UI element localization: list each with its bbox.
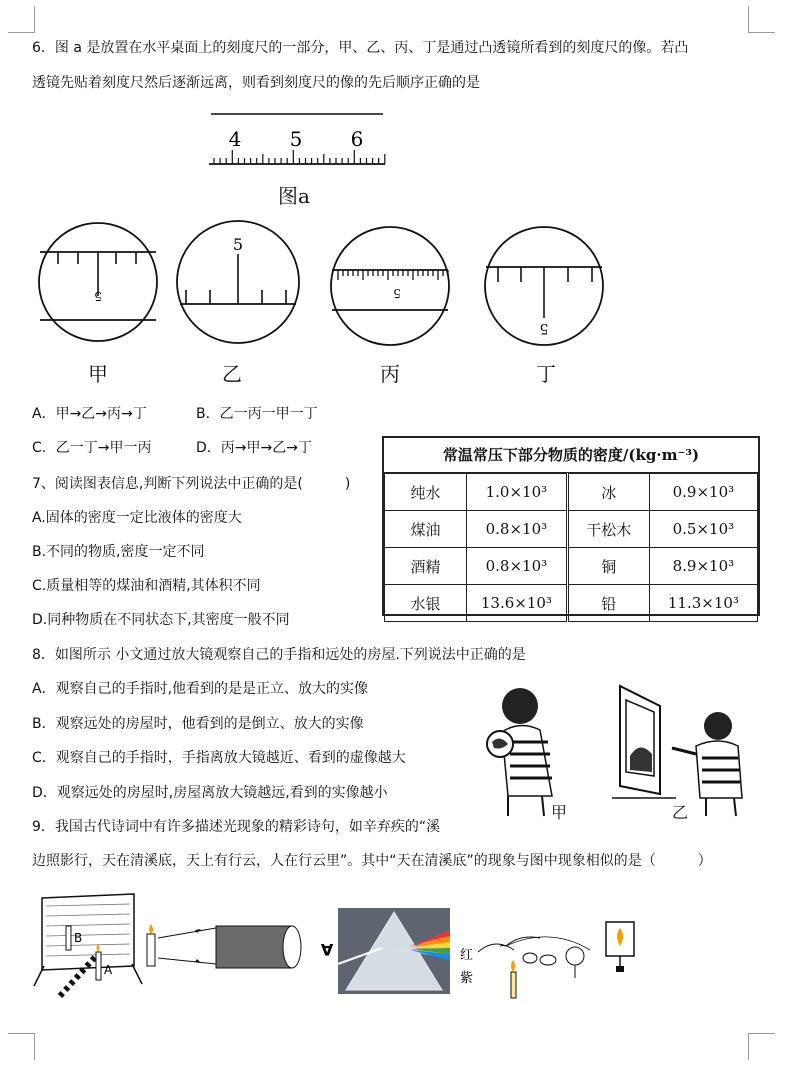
density-table-cell: 煤油 <box>385 511 467 548</box>
circle-label-bing: 丙 <box>380 362 400 386</box>
density-table-row <box>385 511 758 548</box>
corner-mark-bottom-right <box>748 1033 775 1060</box>
ruler-label-5: 5 <box>289 127 303 151</box>
corner-mark-top-right <box>748 6 775 33</box>
svg-text:5: 5 <box>232 235 244 254</box>
density-table-cell: 冰 <box>567 474 649 511</box>
density-table-cell: 13.6×10³ <box>467 585 568 622</box>
q7-option-c: C.质量相等的煤油和酒精,其体积不同 <box>32 578 261 594</box>
q8-option-a: A．观察自己的手指时,他看到的是是正立、放大的实像 <box>32 681 369 697</box>
density-table-cell: 0.9×10³ <box>649 474 757 511</box>
circle-yi <box>177 221 299 343</box>
density-table-row <box>385 548 758 585</box>
density-table-cell: 1.0×10³ <box>467 474 568 511</box>
q8-figure-label-jia: 甲 <box>551 803 568 822</box>
q9-figures <box>30 886 650 1006</box>
circle-label-ding: 丁 <box>536 362 556 386</box>
q8-stem: 8．如图所示 小文通过放大镜观察自己的手指和远处的房屋.下列说法中正确的是 <box>32 647 526 663</box>
q8-figure-label-yi: 乙 <box>672 803 689 822</box>
svg-text:5: 5 <box>393 286 401 300</box>
svg-text:紫: 紫 <box>460 971 474 986</box>
ruler-label-6: 6 <box>350 127 364 151</box>
density-table-cell: 铅 <box>567 585 649 622</box>
density-table-row <box>385 474 758 511</box>
prism-dispersion-figure <box>338 908 450 994</box>
magnifier-illustration <box>480 676 760 826</box>
density-table-cell: 干松木 <box>567 511 649 548</box>
q8-option-c: C．观察自己的手指时，手指离放大镜越近、看到的虚像越大 <box>32 750 406 766</box>
circle-ding <box>485 227 603 345</box>
magnified-images-figure <box>30 220 620 350</box>
density-table-cell: 0.5×10³ <box>649 511 757 548</box>
corner-mark-bottom-left <box>8 1033 35 1060</box>
q9-stem-line1: 9．我国古代诗词中有许多描述光现象的精彩诗句，如辛弃疾的“溪 <box>32 819 441 835</box>
circle-label-jia: 甲 <box>88 362 108 386</box>
density-table-cell: 8.9×10³ <box>649 548 757 585</box>
figure-a-caption: 图a <box>278 184 310 208</box>
corner-mark-top-left <box>8 6 35 33</box>
q6-option-d: D．丙→甲→乙→丁 <box>196 440 312 456</box>
q6-option-a: A．甲→乙→丙→丁 <box>32 406 147 422</box>
q6-stem-line1: 6．图 a 是放置在水平桌面上的刻度尺的一部分，甲、乙、丙、丁是通过凸透镜所看到的刻度尺的像。若凸 <box>32 40 689 56</box>
pinhole-camera-figure <box>147 924 333 968</box>
density-table <box>384 473 758 622</box>
ruler-figure <box>205 108 395 170</box>
ruler-label-4: 4 <box>228 127 242 151</box>
q8-option-b: B．观察远处的房屋时，他看到的是倒立、放大的实像 <box>32 716 364 732</box>
svg-text:A: A <box>104 963 113 977</box>
density-table-title: 常温常压下部分物质的密度/(kg·m⁻³) <box>384 438 758 473</box>
svg-text:A: A <box>320 940 334 959</box>
q8-option-d: D．观察远处的房屋时,房屋离放大镜越远,看到的实像越小 <box>32 785 388 801</box>
boy-yi <box>612 686 742 816</box>
q6-stem-line2: 透镜先贴着刻度尺然后逐渐远离，则看到刻度尺的像的先后顺序正确的是 <box>32 75 480 91</box>
plane-mirror-figure <box>34 894 142 996</box>
svg-text:5: 5 <box>539 320 549 336</box>
density-table-cell: 0.8×10³ <box>467 511 568 548</box>
density-table-cell: 铜 <box>567 548 649 585</box>
svg-text:红: 红 <box>460 948 474 963</box>
q7-option-a: A.固体的密度一定比液体的密度大 <box>32 510 242 526</box>
density-table-row <box>385 585 758 622</box>
svg-text:B: B <box>74 931 83 945</box>
q6-option-c: C．乙一丁→甲一丙 <box>32 440 152 456</box>
density-table-cell: 0.8×10³ <box>467 548 568 585</box>
q7-stem: 7、阅读图表信息,判断下列说法中正确的是( ) <box>32 476 351 492</box>
circle-bing <box>331 227 449 345</box>
q7-option-b: B.不同的物质,密度一定不同 <box>32 544 205 560</box>
q7-option-d: D.同种物质在不同状态下,其密度一般不同 <box>32 612 290 628</box>
svg-text:5: 5 <box>94 289 102 303</box>
q6-option-b: B．乙一丙一甲一丁 <box>196 406 318 422</box>
circle-jia <box>39 223 157 341</box>
density-table-cell: 11.3×10³ <box>649 585 757 622</box>
density-table-cell: 酒精 <box>385 548 467 585</box>
circle-label-yi: 乙 <box>222 362 242 386</box>
q9-stem-line2: 边照影行，天在清溪底，天上有行云，人在行云里”。其中“天在清溪底”的现象与图中现象相似的是（ ） <box>32 853 712 869</box>
density-table-cell: 纯水 <box>385 474 467 511</box>
boy-jia <box>487 688 552 816</box>
density-table-frame <box>382 436 760 616</box>
density-table-cell: 水银 <box>385 585 467 622</box>
lens-focus-figure <box>460 922 634 998</box>
